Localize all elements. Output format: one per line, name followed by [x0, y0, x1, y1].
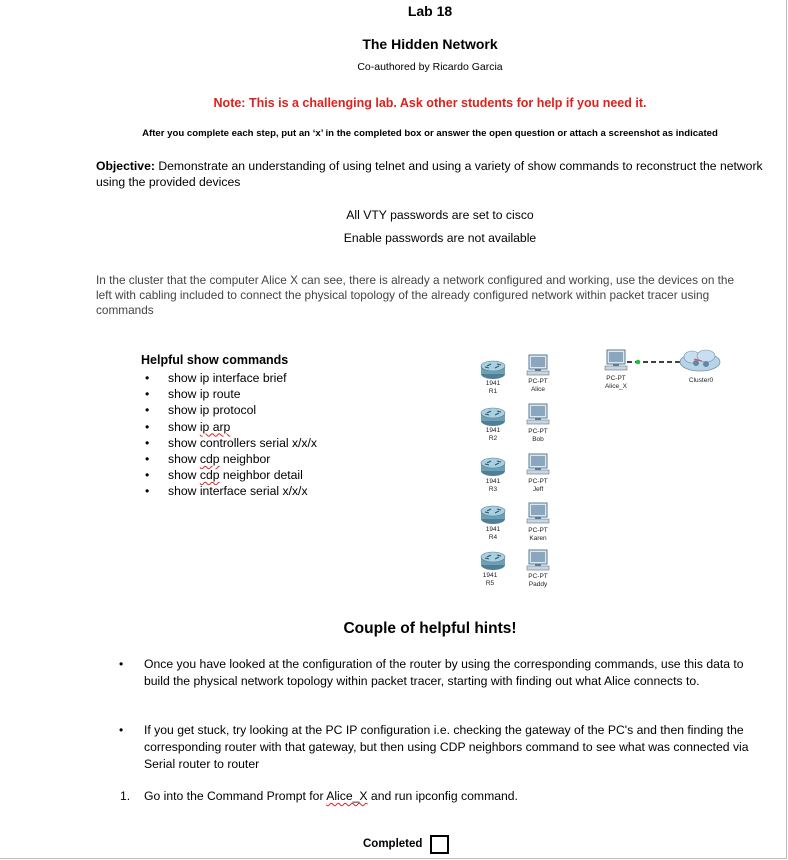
bullet-icon: • — [145, 371, 150, 385]
pc-label-paddy: PC-PT Paddy — [528, 573, 548, 588]
hint-item-1: Once you have looked at the configuration of the router by using the corresponding commands, use this data to build the physical network topology within packet tracer, starting with finding out what Alice connects to. — [144, 657, 744, 688]
network-diagram — [470, 345, 730, 595]
challenge-note: Note: This is a challenging lab. Ask other students for help if you need it. — [213, 96, 647, 110]
link-status-dot — [636, 360, 641, 365]
step-1-text: Go into the Command Prompt for Alice_X and run ipconfig command. — [144, 789, 518, 803]
spellcheck-word: cdp — [199, 451, 220, 466]
cluster-label: Cluster0 — [688, 377, 714, 384]
router-label-r4: 1941 R4 — [485, 526, 501, 541]
pc-icon — [527, 404, 549, 424]
instructions-line: After you complete each step, put an ‘x’ in the completed box or answer the open question or attach a screenshot as indicated — [142, 128, 718, 139]
step-number: 1. — [120, 789, 131, 803]
pc-label-alice: PC-PT Alice — [528, 378, 548, 393]
completed-label: Completed — [363, 838, 423, 850]
pc-label-jeff: PC-PT Jeff — [528, 478, 548, 493]
hint-item-2: If you get stuck, try looking at the PC IP configuration i.e. checking the gateway of the PC's and then finding the corresponding router with that gateway, but then using CDP neighbors command to see what was connected via Serial router to router — [144, 723, 749, 771]
pc-label-karen: PC-PT Karen — [528, 527, 548, 542]
bullet-icon: • — [145, 435, 150, 450]
pc-icon — [527, 550, 549, 570]
objective-text: Demonstrate an understanding of using telnet and using a variety of show commands to reconstruct the network using the provided devices — [96, 159, 763, 189]
bullet-icon: • — [145, 419, 150, 434]
spellcheck-word: ip arp — [199, 419, 231, 434]
router-label-r5: 1941 R5 — [482, 572, 498, 587]
pc-icon — [605, 350, 627, 370]
router-label-r3: 1941 R3 — [485, 478, 501, 493]
coauthor-line: Co-authored by Ricardo Garcia — [357, 61, 503, 73]
pc-icon — [527, 454, 549, 474]
pc-label-alice-x: PC-PT Alice_X — [604, 375, 628, 390]
pc-icon — [527, 355, 549, 375]
lab-number: Lab 18 — [407, 3, 453, 19]
router-icon — [481, 361, 505, 379]
router-label-r1: 1941 R1 — [485, 380, 501, 395]
helpful-commands-heading: Helpful show commands — [141, 353, 289, 367]
list-item: • show ip interface brief — [145, 371, 287, 385]
bullet-icon: • — [145, 451, 150, 466]
completed-checkbox[interactable] — [430, 835, 449, 854]
router-icon — [481, 506, 505, 524]
hints-heading: Couple of helpful hints! — [343, 620, 517, 637]
enable-password-line: Enable passwords are not available — [343, 231, 537, 245]
bullet-icon: • — [145, 387, 150, 402]
pc-icon — [527, 503, 549, 523]
objective-label: Objective: — [96, 159, 155, 173]
pc-label-bob: PC-PT Bob — [528, 428, 548, 443]
router-label-r2: 1941 R2 — [485, 427, 501, 442]
list-item: • show ip protocol — [145, 403, 257, 418]
cluster-paragraph: In the cluster that the computer Alice X can see, there is already a network configured and working, use the devices on the left with cabling included to connect the physical topology of the already configured network within packet tracer using commands — [96, 273, 735, 317]
spellcheck-word: Alice_X — [326, 789, 368, 803]
bullet-icon: • — [145, 403, 150, 418]
lab-title: The Hidden Network — [362, 36, 498, 52]
router-icon — [481, 408, 505, 426]
list-item: • show controllers serial x/x/x — [145, 435, 318, 450]
bullet-icon: • — [119, 657, 124, 671]
cloud-icon — [680, 350, 720, 371]
helpful-commands-list — [141, 370, 317, 500]
router-icon — [481, 552, 505, 570]
bullet-icon: • — [119, 723, 124, 737]
list-item: • show interface serial x/x/x — [145, 484, 308, 499]
router-icon — [481, 458, 505, 476]
list-item: • show cdp neighbor detail — [145, 468, 303, 483]
list-item: • show ip arp — [145, 419, 231, 434]
spellcheck-word: cdp — [199, 468, 220, 483]
objective-paragraph — [96, 158, 766, 190]
bullet-icon: • — [145, 484, 150, 499]
vty-password-line: All VTY passwords are set to cisco — [346, 208, 534, 222]
bullet-icon: • — [145, 468, 150, 483]
list-item: • show cdp neighbor — [145, 451, 271, 466]
list-item: • show ip route — [145, 387, 241, 402]
